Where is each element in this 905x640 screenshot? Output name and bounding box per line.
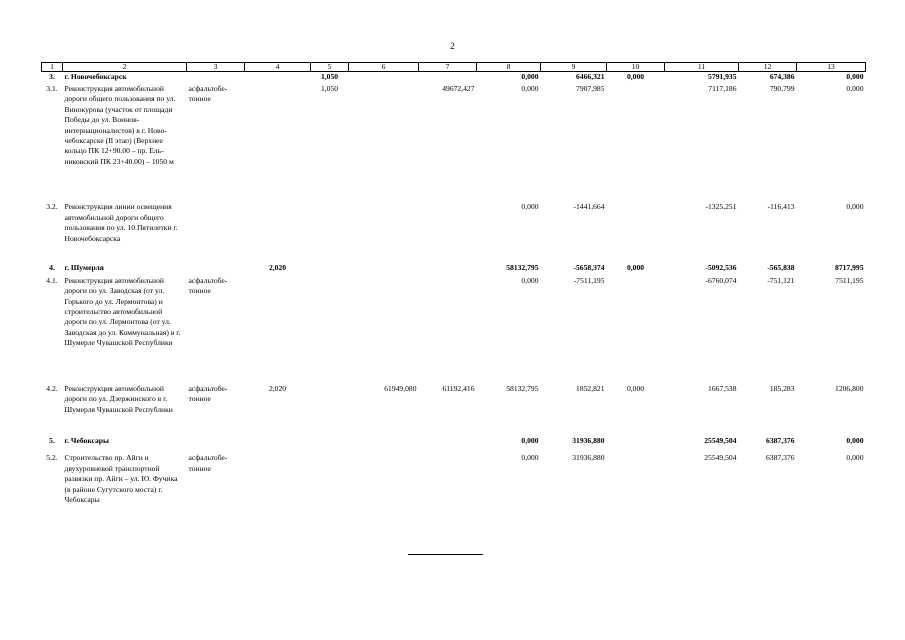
table-row xyxy=(42,202,866,263)
cell-col-12: 6387,376 xyxy=(766,435,795,445)
cell-col-8: 0,000 xyxy=(521,435,539,445)
cell-col-8: 0,000 xyxy=(521,202,539,212)
cell-col-11: -6760,074 xyxy=(705,275,737,285)
page-number: 2 xyxy=(450,41,455,51)
cell-col-7 xyxy=(419,202,477,263)
cell-col-3 xyxy=(187,436,245,454)
cell-col-12: 6387,376 xyxy=(766,453,795,463)
cell-col-12: 790,799 xyxy=(769,83,795,93)
cell-col-11: 25549,504 xyxy=(704,435,737,445)
table-row xyxy=(42,453,866,519)
cell-col-10: 0,000 xyxy=(626,263,645,273)
column-header: 11 xyxy=(665,63,739,72)
column-header: 1 xyxy=(42,63,63,72)
cell-col-9: 7907,985 xyxy=(576,83,605,93)
cell-col-13: 0,000 xyxy=(846,72,864,81)
cell-col-11: 7117,186 xyxy=(708,83,737,93)
cell-col-3 xyxy=(187,72,245,84)
cell-col-8: 0,000 xyxy=(521,275,539,285)
cell-col-6 xyxy=(349,202,419,263)
cell-col-13: 8717,995 xyxy=(835,263,864,273)
column-header: 8 xyxy=(477,63,541,72)
cell-col-5 xyxy=(311,436,349,454)
cell-col-12: -565,838 xyxy=(767,263,795,273)
cell-col-11: 5791,935 xyxy=(708,72,737,81)
cell-col-4 xyxy=(245,276,311,384)
cell-col-1: 5. xyxy=(49,435,55,445)
cell-col-13: 0,000 xyxy=(846,435,864,445)
cell-col-11: 25549,504 xyxy=(704,453,737,463)
cell-col-6 xyxy=(349,72,419,84)
cell-col-8: 58132,795 xyxy=(506,383,539,393)
cell-col-3: асфальтобе-тонное xyxy=(188,453,228,473)
cell-col-1: 3.1. xyxy=(46,83,58,93)
section-row xyxy=(42,72,866,84)
cell-col-2: Реконструкция автомобильной дороги по ул. Заводская (от ул. Горького до ул. Лермонтова) и строительство автомобильной дороги по ул. Лермонтова (от ул. Заводская до ул. Коммунальная) в г. Шумерле Чувашской Республики xyxy=(64,275,181,348)
column-header: 2 xyxy=(63,63,187,72)
cell-col-10: 0,000 xyxy=(626,383,645,393)
budget-table xyxy=(41,62,866,520)
cell-col-9: 6466,321 xyxy=(576,72,605,81)
cell-col-4 xyxy=(245,436,311,454)
cell-col-6 xyxy=(349,263,419,275)
cell-col-1: 4.2. xyxy=(46,383,58,393)
cell-col-8: 0,000 xyxy=(521,72,539,81)
cell-col-11: -1325,251 xyxy=(705,202,737,212)
column-header: 10 xyxy=(607,63,665,72)
cell-col-10 xyxy=(607,84,665,202)
cell-col-4 xyxy=(245,72,311,84)
cell-col-7 xyxy=(419,72,477,84)
cell-col-3 xyxy=(187,202,245,263)
cell-col-9: 1852,821 xyxy=(576,383,605,393)
column-header: 5 xyxy=(311,63,349,72)
column-header: 13 xyxy=(797,63,866,72)
cell-col-10 xyxy=(607,276,665,384)
cell-col-4 xyxy=(245,84,311,202)
table-body xyxy=(42,63,866,520)
cell-col-9: -7511,195 xyxy=(573,275,605,285)
section-row xyxy=(42,436,866,454)
cell-col-5: 1,050 xyxy=(320,72,339,81)
cell-col-6 xyxy=(349,436,419,454)
table-row xyxy=(42,384,866,436)
cell-col-8: 0,000 xyxy=(521,83,539,93)
cell-col-4 xyxy=(245,453,311,519)
cell-col-2: Строительство пр. Айги и двухуровневой транспортной развязки пр. Айги – ул. Ю. Фучика (в районе Сугутского моста) г. Чебоксары xyxy=(64,453,178,504)
cell-col-13: 1206,800 xyxy=(835,383,864,393)
cell-col-1: 5.2. xyxy=(46,453,58,463)
cell-col-6 xyxy=(349,453,419,519)
cell-col-10 xyxy=(607,202,665,263)
cell-col-2: Реконструкция автомобильной дороги по ул. Дзержинского в г. Шумерля Чувашской Республики xyxy=(64,383,173,414)
cell-col-2: Реконструкция автомобильной дороги общего пользования по ул. Винокурова (участок от площади Победы до ул. Воинов-интернационалистов) в г. Ново-чебоксарске (II этап) (Верхнее кольцо ПК 12+90.00 – пр. Ель-никовский ПК 23+40.00) – 1050 м xyxy=(64,83,176,166)
column-number-row xyxy=(42,63,866,72)
cell-col-2: г. Чебоксары xyxy=(64,435,109,445)
cell-col-13: 7511,195 xyxy=(835,275,864,285)
cell-col-9: -5658,374 xyxy=(573,263,605,273)
cell-col-6 xyxy=(349,84,419,202)
cell-col-6 xyxy=(349,276,419,384)
cell-col-1: 4.1. xyxy=(46,275,58,285)
table-row xyxy=(42,276,866,384)
table-row xyxy=(42,84,866,202)
cell-col-6: 61949,080 xyxy=(384,383,417,393)
cell-col-3: асфальтобе-тонное xyxy=(188,383,228,404)
cell-col-12: 185,283 xyxy=(769,383,795,393)
cell-col-13: 0,000 xyxy=(846,453,864,463)
column-header: 9 xyxy=(541,63,607,72)
cell-col-10: 0,000 xyxy=(626,72,645,81)
cell-col-3 xyxy=(187,263,245,275)
column-header: 3 xyxy=(187,63,245,72)
cell-col-7 xyxy=(419,436,477,454)
cell-col-3: асфальтобе-тонное xyxy=(188,83,228,104)
cell-col-9: 31936,880 xyxy=(572,435,605,445)
cell-col-7 xyxy=(419,263,477,275)
cell-col-5 xyxy=(311,202,349,263)
column-header: 7 xyxy=(419,63,477,72)
cell-col-5 xyxy=(311,384,349,436)
cell-col-1: 4. xyxy=(49,263,55,273)
cell-col-8: 0,000 xyxy=(521,453,539,463)
column-header: 4 xyxy=(245,63,311,72)
cell-col-12: 674,386 xyxy=(769,72,795,81)
cell-col-9: 31936,880 xyxy=(572,453,605,463)
cell-col-4 xyxy=(245,202,311,263)
cell-col-2: Реконструкция линии освещения автомобильной дороги общего пользования по ул. 10 Пятилетки г. Новочебоксарска xyxy=(64,202,178,243)
cell-col-11: -5092,536 xyxy=(705,263,737,273)
cell-col-9: -1441,664 xyxy=(573,202,605,212)
cell-col-12: -116,413 xyxy=(767,202,795,212)
cell-col-12: -751,121 xyxy=(767,275,795,285)
cell-col-7 xyxy=(419,453,477,519)
cell-col-10 xyxy=(607,436,665,454)
footer-divider xyxy=(408,554,483,555)
cell-col-4: 2,020 xyxy=(268,383,287,393)
column-header: 12 xyxy=(739,63,797,72)
section-row xyxy=(42,263,866,275)
cell-col-13: 0,000 xyxy=(846,83,864,93)
column-header: 6 xyxy=(349,63,419,72)
cell-col-5 xyxy=(311,263,349,275)
cell-col-7 xyxy=(419,276,477,384)
cell-col-11: 1667,538 xyxy=(708,383,737,393)
cell-col-8: 58132,795 xyxy=(506,263,539,273)
cell-col-2: г. Новочебоксарск xyxy=(64,72,127,81)
cell-col-2: г. Шумерля xyxy=(64,263,104,273)
cell-col-5 xyxy=(311,453,349,519)
cell-col-4: 2,020 xyxy=(268,263,287,273)
cell-col-5: 1,050 xyxy=(320,83,339,93)
cell-col-1: 3.2. xyxy=(46,202,58,212)
cell-col-13: 0,000 xyxy=(846,202,864,212)
cell-col-1: 3. xyxy=(49,72,55,81)
cell-col-10 xyxy=(607,453,665,519)
cell-col-5 xyxy=(311,276,349,384)
cell-col-7: 49672,427 xyxy=(442,83,475,93)
cell-col-3: асфальтобе-тонное xyxy=(188,275,228,296)
cell-col-7: 61192,416 xyxy=(442,383,475,393)
